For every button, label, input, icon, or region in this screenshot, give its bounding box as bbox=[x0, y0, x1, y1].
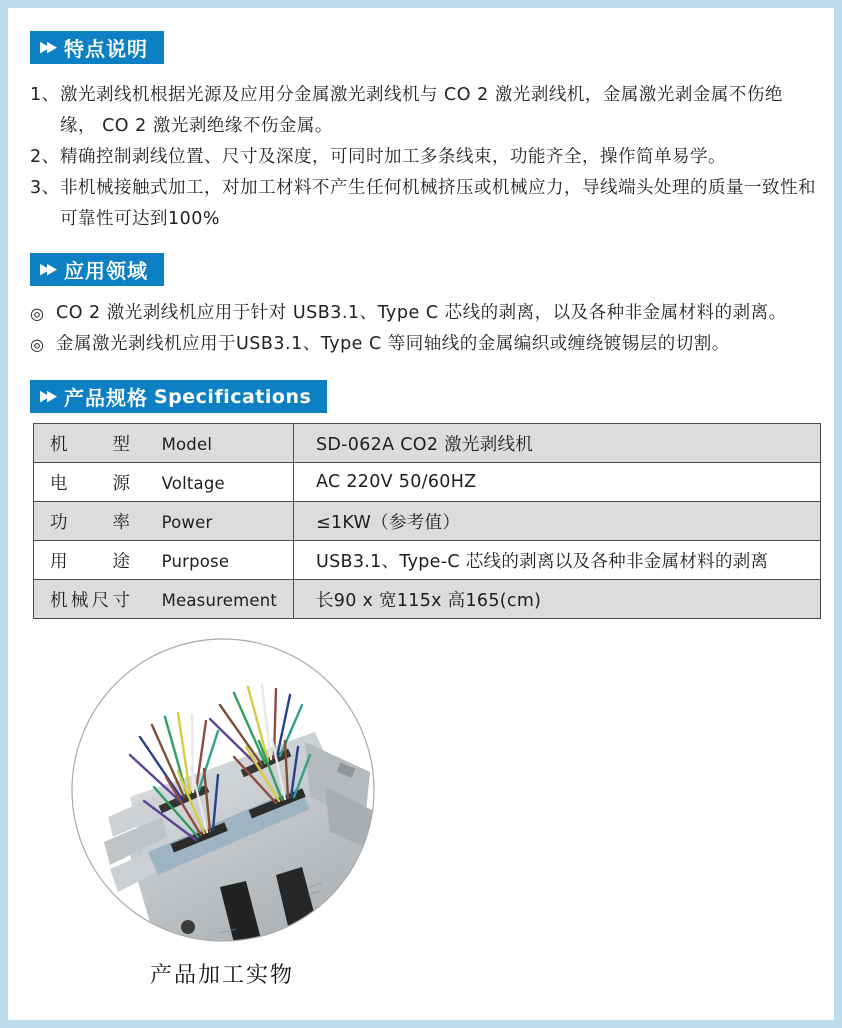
application-item bbox=[30, 298, 816, 329]
spec-label-cell bbox=[34, 463, 294, 502]
specifications-table bbox=[33, 423, 821, 619]
spec-value-cell: USB3.1、Type-C 芯线的剥离以及各种非金属材料的剥离 bbox=[294, 541, 821, 580]
section-title-specifications: 产品规格 bbox=[64, 386, 148, 410]
spec-label-cell bbox=[34, 502, 294, 541]
double-chevron-right-icon: ▶▶ bbox=[40, 260, 54, 279]
spec-value-cell: AC 220V 50/60HZ bbox=[294, 463, 821, 502]
feature-item bbox=[30, 142, 816, 173]
feature-text: 非机械接触式加工，对加工材料不产生任何机械挤压或机械应力，导线端头处理的质量一致性和可靠性可达到100% bbox=[60, 178, 816, 229]
spec-label-cell bbox=[34, 541, 294, 580]
section-header-features bbox=[30, 31, 164, 64]
bullseye-bullet-icon: ◎ bbox=[30, 304, 45, 323]
spec-label-cn: 机型 bbox=[50, 434, 130, 455]
application-item bbox=[30, 329, 816, 360]
spec-value-cell: ≤1KW（参考值） bbox=[294, 502, 821, 541]
spec-label-cell bbox=[34, 580, 294, 619]
application-text: CO 2 激光剥线机应用于针对 USB3.1、Type C 芯线的剥离，以及各种非金属材料的剥离。 bbox=[56, 303, 787, 323]
spec-label-en: Purpose bbox=[161, 551, 230, 571]
spec-label-en: Model bbox=[161, 434, 213, 454]
section-title-specifications-en: Specifications bbox=[154, 385, 312, 408]
table-row bbox=[34, 541, 821, 580]
application-text: 金属激光剥线机应用于USB3.1、Type C 等同轴线的金属编织或缠绕镀锡层的切割。 bbox=[56, 334, 730, 354]
features-list bbox=[30, 80, 816, 235]
section-title-applications: 应用领域 bbox=[64, 259, 148, 283]
table-row bbox=[34, 463, 821, 502]
feature-number: 2、 bbox=[30, 147, 60, 167]
bullseye-bullet-icon: ◎ bbox=[30, 335, 45, 354]
spec-label-cn: 用途 bbox=[50, 551, 130, 572]
spec-label-en: Measurement bbox=[161, 590, 278, 610]
feature-number: 3、 bbox=[30, 178, 60, 198]
table-row bbox=[34, 502, 821, 541]
section-header-applications bbox=[30, 253, 164, 286]
feature-number: 1、 bbox=[30, 85, 60, 105]
feature-text: 激光剥线机根据光源及应用分金属激光剥线机与 CO 2 激光剥线机，金属激光剥金属不伤绝缘， CO 2 激光剥绝缘不伤金属。 bbox=[60, 85, 783, 136]
applications-list bbox=[30, 298, 816, 360]
feature-text: 精确控制剥线位置、尺寸及深度，可同时加工多条线束，功能齐全，操作简单易学。 bbox=[60, 147, 726, 167]
feature-item bbox=[30, 80, 816, 142]
spec-label-cn: 功率 bbox=[50, 512, 130, 533]
spec-label-cell bbox=[34, 424, 294, 463]
photo-caption: 产品加工实物 bbox=[150, 963, 295, 988]
catalog-page bbox=[8, 8, 834, 1020]
wire-fixture-photo-illustration bbox=[70, 637, 376, 943]
spec-value-cell: SD-062A CO2 激光剥线机 bbox=[294, 424, 821, 463]
spec-value-cell: 长90 x 宽115x 高165(cm) bbox=[294, 580, 821, 619]
section-header-specifications bbox=[30, 380, 327, 413]
spec-label-en: Voltage bbox=[161, 473, 225, 493]
feature-item bbox=[30, 173, 816, 235]
table-row bbox=[34, 424, 821, 463]
product-photo bbox=[70, 637, 376, 943]
spec-label-cn: 机械尺寸 bbox=[50, 590, 130, 611]
spec-label-cn: 电源 bbox=[50, 473, 130, 494]
section-title-features: 特点说明 bbox=[64, 37, 148, 61]
table-row bbox=[34, 580, 821, 619]
double-chevron-right-icon: ▶▶ bbox=[40, 387, 54, 406]
double-chevron-right-icon: ▶▶ bbox=[40, 38, 54, 57]
spec-label-en: Power bbox=[161, 512, 213, 532]
